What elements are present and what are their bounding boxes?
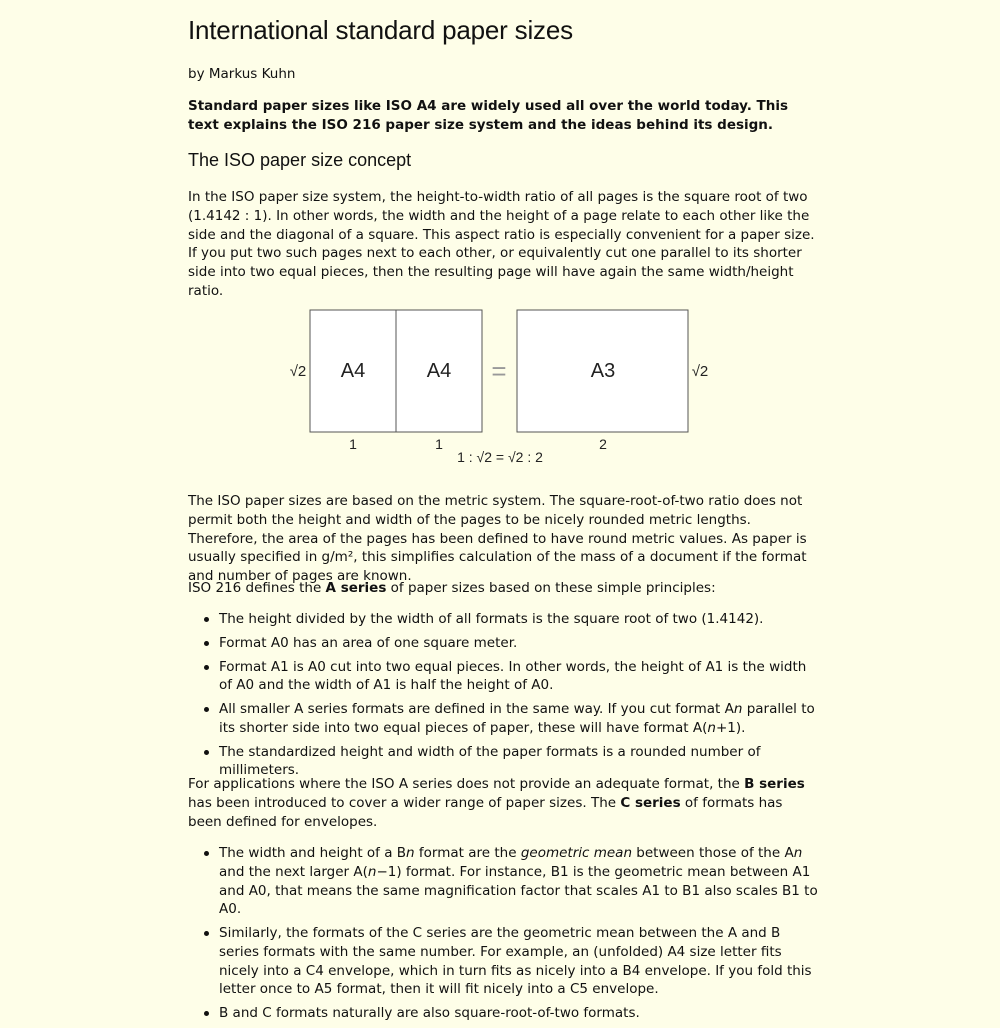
bullet-icon bbox=[204, 1011, 209, 1016]
variable-n: n bbox=[367, 863, 377, 880]
list-item-text: and the next larger A( bbox=[219, 863, 368, 880]
list-item bbox=[188, 634, 818, 653]
list-item bbox=[188, 1004, 818, 1023]
paper-ratio-diagram bbox=[188, 298, 818, 470]
width-label-1: 1 bbox=[349, 436, 357, 452]
variable-n: n bbox=[406, 845, 415, 861]
paragraph-text: For applications where the ISO A series does not provide an adequate format, the bbox=[188, 776, 745, 792]
bullet-icon bbox=[204, 750, 209, 755]
b-series-term: B series bbox=[744, 776, 805, 792]
equals-sign: = bbox=[491, 356, 507, 386]
ratio-formula: 1 : √2 = √2 : 2 bbox=[457, 449, 543, 465]
a4-label-right: A4 bbox=[426, 360, 452, 382]
list-item-text: +1). bbox=[715, 719, 746, 736]
right-side-label: √2 bbox=[691, 363, 709, 380]
a4-label-left: A4 bbox=[340, 360, 366, 382]
variable-n: n bbox=[707, 719, 716, 736]
a-series-intro bbox=[188, 579, 818, 598]
byline: by Markus Kuhn bbox=[188, 66, 296, 82]
a-series-intro-text-end: of paper sizes based on these simple principles: bbox=[386, 580, 716, 596]
list-item-text: −1) format. For instance, B1 is the geometric mean between A1 and A0, that means the same magnification factor that scales A1 to B1 also scales B1 to A0. bbox=[219, 863, 818, 918]
c-series-term: C series bbox=[620, 794, 681, 811]
variable-n: n bbox=[733, 701, 743, 717]
a-series-intro-text: ISO 216 defines the bbox=[188, 580, 326, 596]
list-item bbox=[188, 658, 818, 696]
list-item-text: B and C formats naturally are also square-root-of-two formats. bbox=[219, 1005, 640, 1021]
list-item-text: Format A1 is A0 cut into two equal pieces. In other words, the height of A1 is the width of A0 and the width of A1 is half the height of A0. bbox=[219, 658, 807, 694]
b-c-series-list bbox=[188, 844, 818, 1028]
list-item-text: Similarly, the formats of the C series are the geometric mean between the A and B series formats with the same number. For example, an (unfolded) A4 size letter fits nicely into a C4 envelope, which in turn fits as nicely into a B4 envelope. If you fold this letter once to A5 format, then it will fit nicely into a C5 envelope. bbox=[219, 925, 812, 998]
b-c-series-paragraph bbox=[188, 775, 818, 831]
list-item-text: The standardized height and width of the paper formats is a rounded number of millimeters. bbox=[219, 743, 761, 779]
list-item bbox=[188, 924, 818, 999]
a3-label: A3 bbox=[590, 360, 616, 382]
list-item-text: format are the bbox=[414, 845, 521, 861]
bullet-icon bbox=[204, 665, 209, 670]
list-item-text: All smaller A series formats are defined in the same way. If you cut format A bbox=[219, 701, 734, 717]
variable-n: n bbox=[793, 845, 803, 861]
intro-paragraph: In the ISO paper size system, the height-to-width ratio of all pages is the square root of two (1.4142 : 1). In other words, the width and the height of a page relate to each other like the side and the diagonal of a square. This aspect ratio is especially convenient for a paper size. If you put two such pages next to each other, or equivalently cut one parallel to its shorter side into two equal pieces, then the resulting page will have again the same width/height ratio. bbox=[188, 189, 815, 299]
paragraph-text: of formats has been defined for envelopes. bbox=[188, 794, 783, 830]
geometric-mean-term: geometric mean bbox=[520, 845, 632, 861]
metric-paragraph: The ISO paper sizes are based on the metric system. The square-root-of-two ratio does not permit both the height and width of the pages to be nicely rounded metric lengths. Therefore, the area of the pages has been defined to have round metric values. As paper is usually specified in g/m², this simplifies calculation of the mass of a document if the format and number of pages are known. bbox=[188, 493, 807, 584]
list-item-text: parallel to its shorter side into two equal pieces of paper, these will have format A( bbox=[219, 701, 815, 736]
list-item-text: The width and height of a B bbox=[219, 845, 407, 861]
bullet-icon bbox=[204, 851, 209, 856]
paragraph-text: has been introduced to cover a wider range of paper sizes. The bbox=[188, 794, 621, 811]
list-item bbox=[188, 700, 818, 738]
section-heading: The ISO paper size concept bbox=[188, 150, 412, 170]
bullet-icon bbox=[204, 641, 209, 646]
bullet-icon bbox=[204, 617, 209, 622]
list-item bbox=[188, 610, 818, 629]
bullet-icon bbox=[204, 931, 209, 936]
paper-ratio-figure bbox=[188, 298, 818, 470]
page-title: International standard paper sizes bbox=[188, 15, 573, 45]
list-item-text: The height divided by the width of all formats is the square root of two (1.4142). bbox=[219, 611, 764, 627]
width-label-3: 2 bbox=[599, 436, 607, 452]
list-item bbox=[188, 844, 818, 919]
a-series-term: A series bbox=[325, 580, 387, 596]
a-series-list bbox=[188, 610, 818, 785]
list-item-text: Format A0 has an area of one square meter. bbox=[219, 634, 518, 651]
bullet-icon bbox=[204, 707, 209, 712]
abstract: Standard paper sizes like ISO A4 are widely used all over the world today. This text explains the ISO 216 paper size system and the ideas behind its design. bbox=[188, 98, 789, 133]
list-item-text: between those of the A bbox=[632, 845, 794, 861]
left-side-label: √2 bbox=[289, 363, 307, 380]
width-label-2: 1 bbox=[435, 436, 443, 452]
